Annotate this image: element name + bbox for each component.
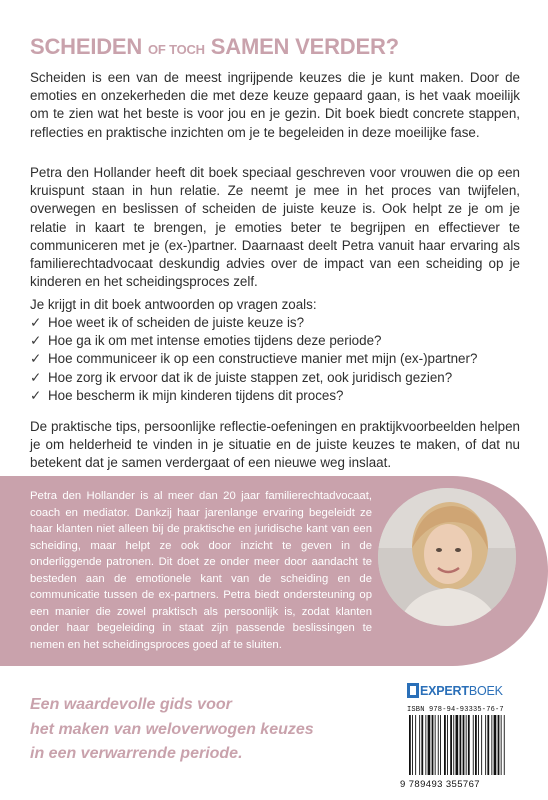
question-text: Hoe weet ik of scheiden de juiste keuze is? (48, 315, 305, 330)
barcode-bar (498, 715, 500, 775)
barcode-bar (428, 715, 431, 775)
closing-paragraph: De praktische tips, persoonlijke reflectie-oefeningen en praktijkvoorbeelden helpen je om helderheid te vinden in je situatie en de juiste keuzes te maken, of dat nu betekent dat je samen verdergaat of een nieuwe weg inslaat. (30, 419, 520, 471)
list-item (30, 350, 530, 368)
publisher-logo (407, 682, 503, 700)
list-item (30, 387, 530, 405)
barcode-bar (491, 715, 492, 775)
check-icon: ✓ (30, 315, 42, 330)
barcode-bar (463, 715, 465, 775)
title-part-1: SCHEIDEN (30, 34, 143, 59)
questions-intro: Je krijgt in dit boek antwoorden op vragen zoals: (30, 297, 317, 312)
tagline-quote (30, 693, 314, 767)
barcode-bar (412, 715, 413, 775)
quote-line: het maken van weloverwogen keuzes (30, 720, 314, 738)
publisher-mark-icon (407, 683, 419, 698)
check-icon: ✓ (30, 333, 42, 349)
quote-line: in een verwarrende periode. (30, 745, 243, 762)
questions-list (30, 314, 530, 405)
barcode-bar (432, 715, 434, 775)
isbn-label: ISBN 978-94-93335-76-7 (407, 706, 504, 714)
barcode-bar (494, 715, 497, 775)
barcode-bar (475, 715, 477, 775)
list-item (30, 332, 530, 350)
barcode-bar (435, 715, 436, 775)
barcode-bar (440, 715, 441, 775)
barcode-bar (466, 715, 467, 775)
barcode-bar (485, 715, 486, 775)
author-bio: Petra den Hollander is al meer dan 20 jaar familierechtadvocaat, coach en mediator. Dankzij haar jarenlange ervaring begeleidt ze haar klanten niet alleen bij de praktische en juridische kant van een scheiding, maar helpt ze ook door inzicht te geven in de onderliggende patronen. Dit doet ze onder meer door aandacht te besteden aan de emotionele kant van de scheiding en de communicatie tussen de ex-partners. Petra biedt ondersteuning op een manier die zowel praktisch als persoonlijk is, zodat klanten onder haar begeleiding in staat zijn passende beslissingen te nemen en het scheidingsproces goed af te sluiten. (30, 490, 372, 651)
barcode-bar (438, 715, 439, 775)
barcode-bar (421, 715, 423, 775)
barcode-bar (453, 715, 454, 775)
publisher-name-part-2: BOEK (468, 683, 503, 698)
barcode-bar (481, 715, 482, 775)
question-text: Hoe communiceer ik op een constructieve manier met mijn (ex-)partner? (48, 351, 478, 367)
intro-paragraph: Scheiden is een van de meest ingrijpende keuzes die je kunt maken. Door de emoties en onzekerheden die met deze keuze gepaard gaan, is het vaak moeilijk om te zien wat het beste is voor jou en je gezin. Dit boek biedt concrete stappen, reflecties en praktische inzichten om je te begeleiden in deze moeilijke fase. (30, 70, 520, 140)
barcode-bar (456, 715, 459, 775)
check-icon: ✓ (30, 387, 42, 403)
barcode-bar (425, 715, 426, 775)
question-text: Hoe zorg ik ervoor dat ik de juiste stappen zet, ook juridisch gezien? (48, 369, 453, 385)
barcode-bar (447, 715, 448, 775)
barcode-bar (460, 715, 462, 775)
author-photo (378, 488, 516, 626)
question-text: Hoe ga ik om met intense emoties tijdens deze periode? (48, 333, 382, 349)
barcode-bar (478, 715, 479, 775)
barcode-bar (419, 715, 420, 775)
barcode-bar (444, 715, 446, 775)
title-part-small: OF TOCH (148, 42, 205, 57)
barcode-bar (415, 715, 416, 775)
check-icon: ✓ (30, 351, 42, 367)
question-text: Hoe bescherm ik mijn kinderen tijdens dit proces? (48, 387, 344, 403)
barcode-bar (473, 715, 474, 775)
barcode-number: 9 789493 355767 (400, 779, 480, 790)
author-paragraph: Petra den Hollander heeft dit boek speciaal geschreven voor vrouwen die op een kruispunt staan in hun relatie. Ze neemt je mee in het proces van twijfelen, overwegen en beslissen of scheiden de juiste keuze is. Ook helpt ze je om je relatie in kaart te brengen, je emoties beter te begrijpen en effectiever te communiceren met je (ex-)partner. Daarnaast deelt Petra vanuit haar ervaring als familierechtadvocaat deskundig advies over de impact van een scheiding op je kinderen en het scheidingsproces zelf. (30, 165, 520, 290)
title-part-2: SAMEN VERDER? (210, 34, 399, 59)
barcode-bar (450, 715, 452, 775)
barcode-bar (409, 715, 411, 775)
list-item (30, 314, 530, 332)
barcode (407, 715, 527, 781)
publisher-name-part-1: EXPERT (420, 683, 469, 698)
barcode-bar (501, 715, 502, 775)
back-cover-title (30, 34, 399, 60)
list-item (30, 369, 530, 387)
barcode-bar (504, 715, 505, 775)
barcode-bar (468, 715, 470, 775)
barcode-bar (487, 715, 489, 775)
check-icon: ✓ (30, 369, 42, 385)
quote-line: Een waardevolle gids voor (30, 696, 232, 713)
